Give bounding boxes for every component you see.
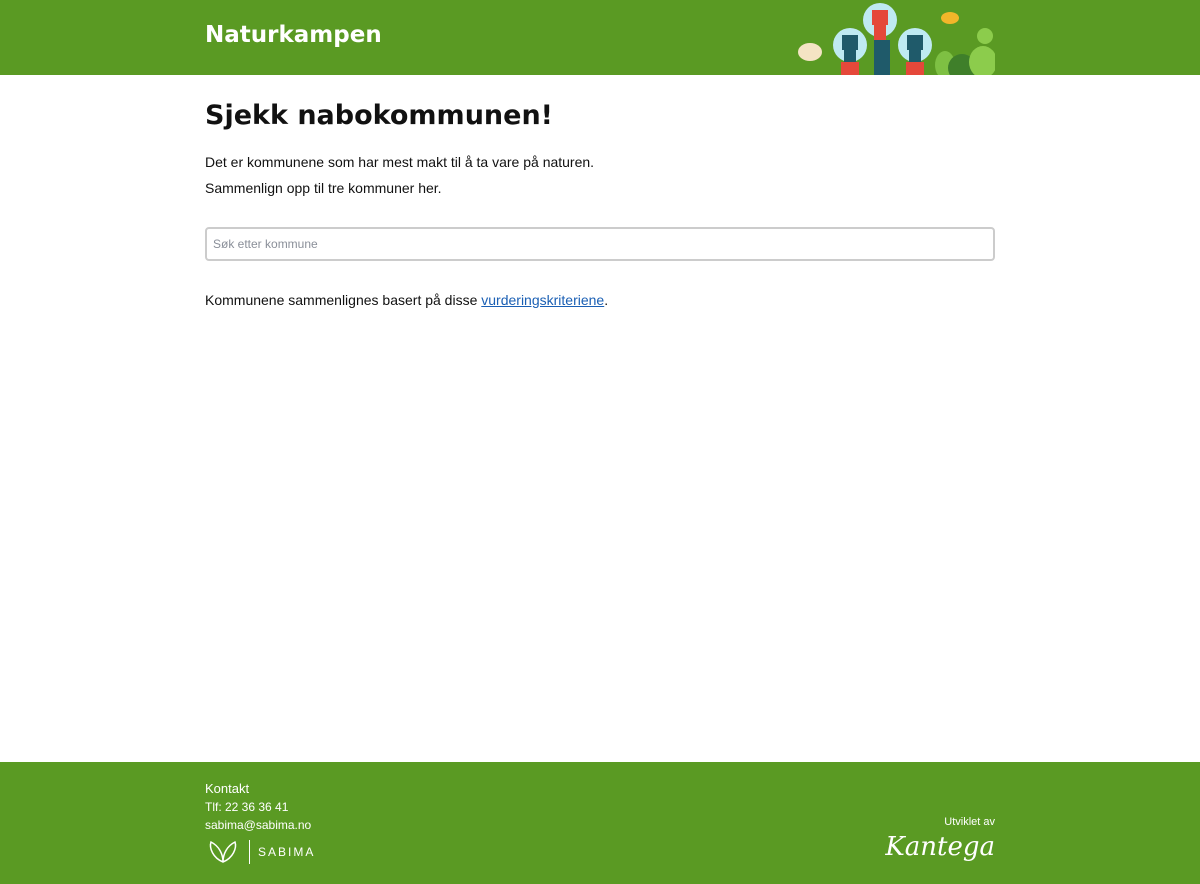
page-title: Sjekk nabokommunen!	[205, 100, 553, 131]
kantega-logo[interactable]: Kantega	[885, 832, 995, 862]
developed-by-text: Utviklet av	[944, 816, 995, 828]
criteria-link[interactable]: vurderingskriteriene	[481, 292, 605, 308]
intro-text-2: Sammenlign opp til tre kommuner her.	[205, 180, 442, 196]
sabima-logo-text: SABIMA	[258, 845, 316, 859]
main-content	[205, 100, 995, 313]
email-text[interactable]: sabima@sabima.no	[205, 818, 312, 832]
intro-text: Det er kommunene som har mest makt til å ta vare på naturen.	[205, 154, 595, 170]
criteria-text	[205, 287, 995, 313]
contact-heading: Kontakt	[205, 781, 250, 796]
leaf-icon	[205, 840, 241, 864]
activism-illustration	[790, 0, 995, 75]
phone-text: Tlf: 22 36 36 41	[205, 800, 289, 814]
sabima-logo[interactable]	[205, 840, 315, 864]
site-footer	[0, 762, 1200, 884]
criteria-prefix: Kommunene sammenlignes basert på disse	[205, 292, 482, 308]
municipality-search-input[interactable]	[205, 227, 995, 261]
site-logo[interactable]: Naturkampen	[205, 22, 382, 48]
criteria-suffix: .	[604, 292, 609, 308]
site-header	[0, 0, 1200, 75]
